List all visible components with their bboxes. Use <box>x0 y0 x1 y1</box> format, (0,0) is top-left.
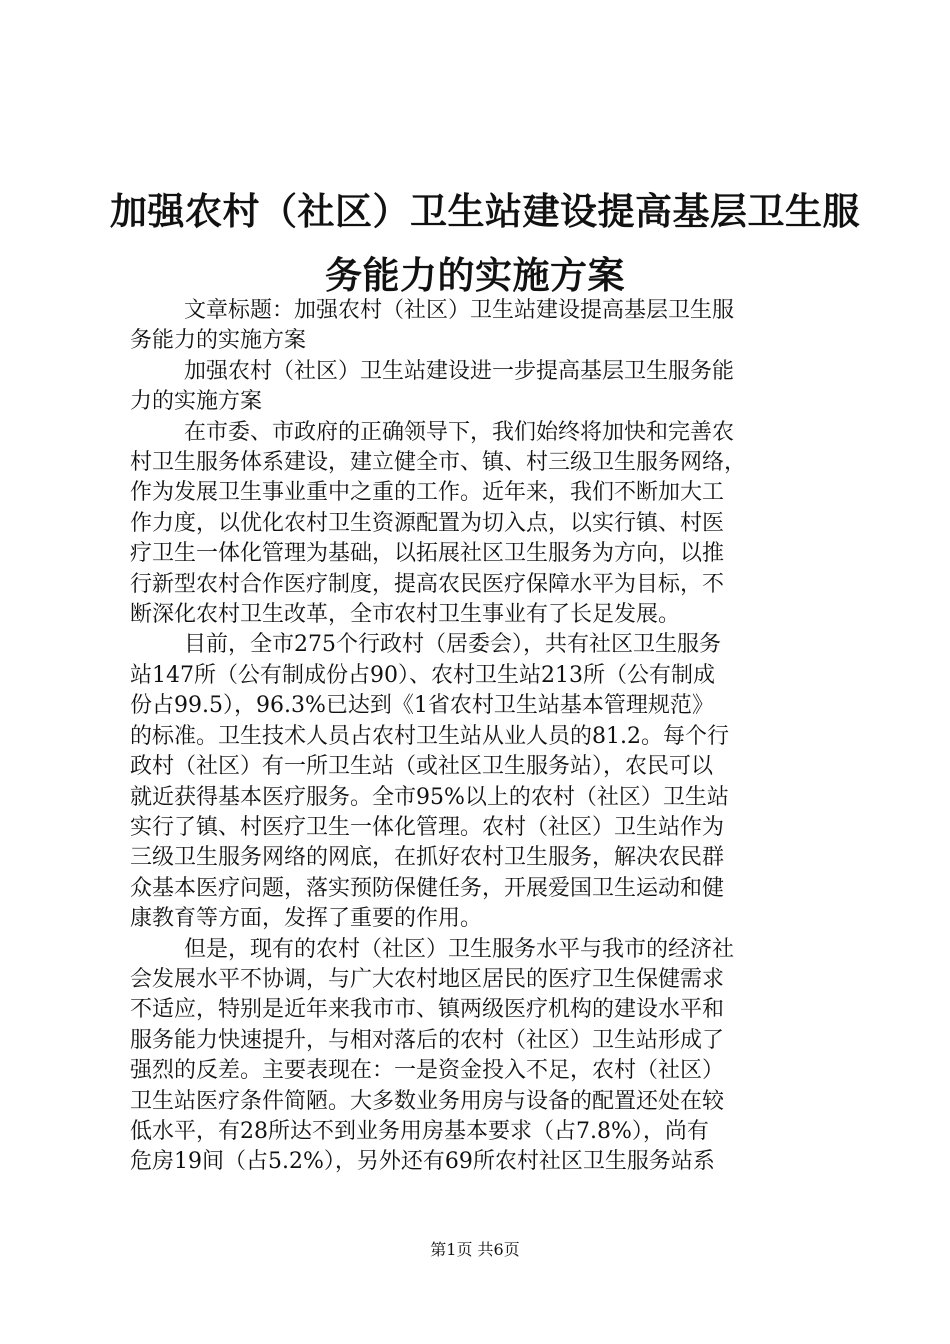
page-number-footer: 第1页 共6页 <box>430 1240 520 1259</box>
paragraph-article-title <box>130 296 830 357</box>
text-line: 危房19间（占5.2%），另外还有69所农村社区卫生服务站系 <box>130 1149 715 1175</box>
text-line: 在市委、市政府的正确领导下，我们始终将加快和完善农 <box>184 419 735 445</box>
title-line: 加强农村（社区）卫生站建设提高基层卫生服 <box>110 190 860 233</box>
text-line: 力的实施方案 <box>130 389 263 415</box>
text-line: 强烈的反差。主要表现在：一是资金投入不足，农村（社区） <box>130 1058 725 1084</box>
text-line: 作为发展卫生事业重中之重的工作。近年来，我们不断加大工 <box>130 480 725 506</box>
text-line: 加强农村（社区）卫生站建设进一步提高基层卫生服务能 <box>184 358 735 384</box>
text-line: 服务能力快速提升，与相对落后的农村（社区）卫生站形成了 <box>130 1027 725 1053</box>
text-line: 文章标题：加强农村（社区）卫生站建设提高基层卫生服 <box>184 298 735 323</box>
text-line: 断深化农村卫生改革，全市农村卫生事业有了长足发展。 <box>130 602 681 628</box>
paragraph-problems <box>130 935 830 1178</box>
text-line: 疗卫生一体化管理为基础，以拓展社区卫生服务为方向，以推 <box>130 541 725 567</box>
text-line: 站147所（公有制成份占90）、农村卫生站213所（公有制成 <box>130 662 715 688</box>
text-line: 政村（社区）有一所卫生站（或社区卫生服务站），农民可以 <box>130 754 714 780</box>
text-line: 的标准。卫生技术人员占农村卫生站从业人员的81.2。每个行 <box>130 723 729 749</box>
text-line: 实行了镇、村医疗卫生一体化管理。农村（社区）卫生站作为 <box>130 814 725 840</box>
title-line: 务能力的实施方案 <box>325 254 625 297</box>
text-line: 份占99.5），96.3%已达到《1省农村卫生站基本管理规范》 <box>130 693 714 719</box>
text-line: 低水平，有28所达不到业务用房基本要求（占7.8%），尚有 <box>130 1118 709 1144</box>
text-line: 村卫生服务体系建设，建立健全市、镇、村三级卫生服务网络， <box>130 450 747 476</box>
paragraph-current-status <box>130 630 830 934</box>
text-line: 不适应，特别是近年来我市市、镇两级医疗机构的建设水平和 <box>130 997 725 1023</box>
text-line: 卫生站医疗条件简陋。大多数业务用房与设备的配置还处在较 <box>130 1088 725 1114</box>
text-line: 就近获得基本医疗服务。全市95%以上的农村（社区）卫生站 <box>130 784 729 810</box>
text-line: 众基本医疗问题，落实预防保健任务，开展爱国卫生运动和健 <box>130 875 725 901</box>
text-line: 康教育等方面，发挥了重要的作用。 <box>130 906 483 932</box>
text-line: 会发展水平不协调，与广大农村地区居民的医疗卫生保健需求 <box>130 966 725 992</box>
text-line: 三级卫生服务网络的网底，在抓好农村卫生服务，解决农民群 <box>130 845 725 871</box>
text-line: 目前，全市275个行政村（居委会），共有社区卫生服务 <box>184 632 721 658</box>
text-line: 作力度，以优化农村卫生资源配置为切入点，以实行镇、村医 <box>130 510 725 536</box>
text-line: 但是，现有的农村（社区）卫生服务水平与我市的经济社 <box>184 936 735 962</box>
document-title <box>110 180 860 308</box>
document-body <box>130 296 830 1178</box>
paragraph-subtitle <box>130 357 830 418</box>
text-line: 行新型农村合作医疗制度，提高农民医疗保障水平为目标，不 <box>130 571 725 597</box>
paragraph-intro <box>130 418 830 631</box>
text-line: 务能力的实施方案 <box>130 328 307 354</box>
